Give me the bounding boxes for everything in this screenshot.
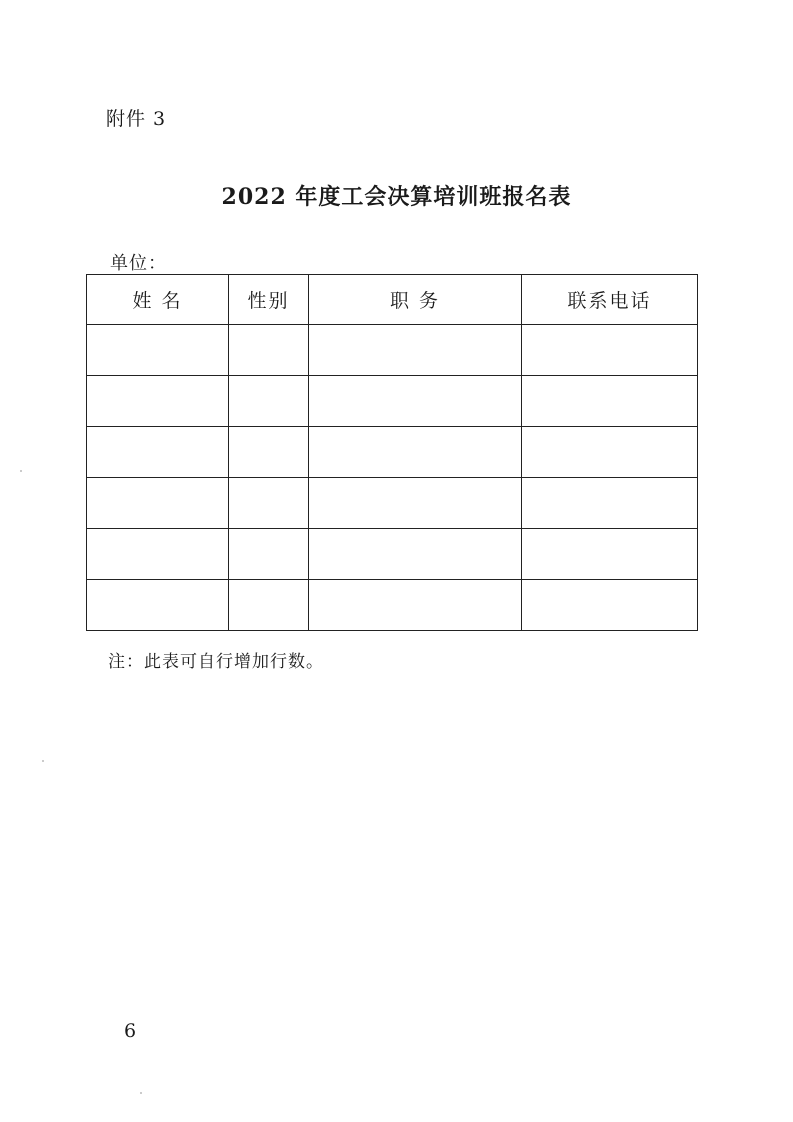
- table-cell-name: [87, 529, 229, 580]
- scan-speck: [140, 1092, 142, 1094]
- table-row: [87, 427, 698, 478]
- table-cell-phone: [522, 529, 698, 580]
- table-cell-phone: [522, 427, 698, 478]
- table-row: [87, 325, 698, 376]
- column-header-position: 职 务: [309, 275, 522, 325]
- scan-speck: [20, 470, 22, 472]
- table-cell-position: [309, 376, 522, 427]
- table-header-row: [87, 275, 698, 325]
- table-cell-position: [309, 325, 522, 376]
- table-row: [87, 376, 698, 427]
- page-number: 6: [124, 1020, 137, 1042]
- table-cell-phone: [522, 376, 698, 427]
- table-cell-gender: [229, 427, 309, 478]
- table-row: [87, 529, 698, 580]
- table-cell-name: [87, 580, 229, 631]
- table-cell-name: [87, 376, 229, 427]
- table-cell-position: [309, 580, 522, 631]
- table-cell-phone: [522, 325, 698, 376]
- table-cell-position: [309, 478, 522, 529]
- table-cell-phone: [522, 580, 698, 631]
- table-note: 注：此表可自行增加行数。: [108, 652, 324, 672]
- table-cell-gender: [229, 478, 309, 529]
- table-cell-position: [309, 427, 522, 478]
- registration-table: [86, 274, 698, 631]
- table-cell-position: [309, 529, 522, 580]
- table-cell-name: [87, 427, 229, 478]
- scan-speck: [42, 760, 44, 762]
- attachment-label: 附件 3: [106, 108, 167, 130]
- column-header-phone: 联系电话: [522, 275, 698, 325]
- table-cell-name: [87, 478, 229, 529]
- page-title: 2022 年度工会决算培训班报名表: [221, 184, 572, 210]
- table-row: [87, 580, 698, 631]
- column-header-name: 姓 名: [87, 275, 229, 325]
- column-header-gender: 性别: [229, 275, 309, 325]
- table-cell-gender: [229, 580, 309, 631]
- table-cell-gender: [229, 529, 309, 580]
- table-cell-gender: [229, 325, 309, 376]
- table-cell-name: [87, 325, 229, 376]
- table-cell-phone: [522, 478, 698, 529]
- table-cell-gender: [229, 376, 309, 427]
- table-row: [87, 478, 698, 529]
- unit-label: 单位：: [110, 253, 167, 274]
